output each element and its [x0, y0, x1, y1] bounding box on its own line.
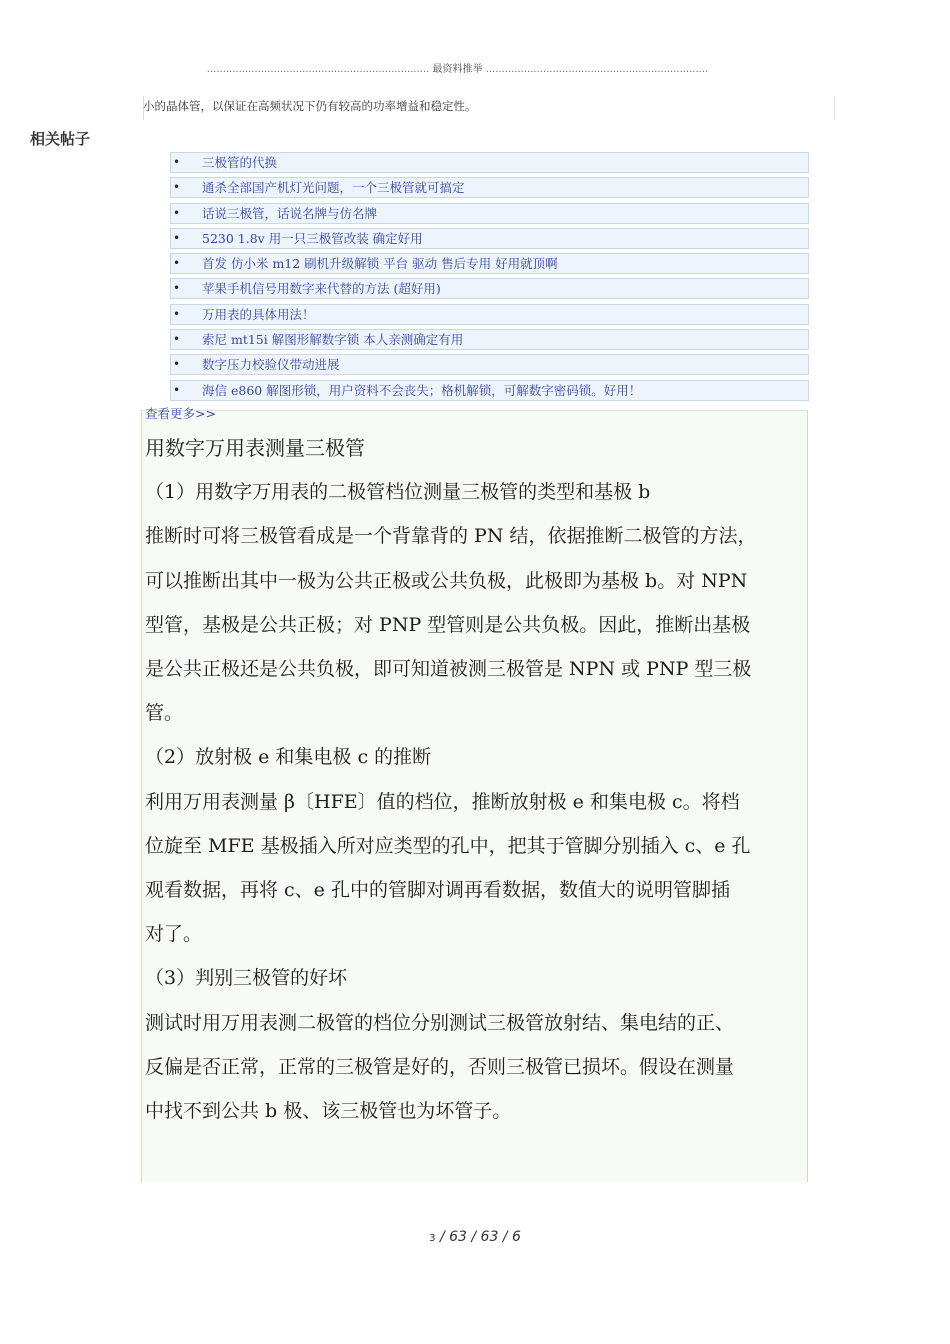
related-post-item[interactable]	[170, 152, 809, 173]
bullet-icon: •	[173, 382, 181, 397]
article-line: 是公共正极还是公共负极，即可知道被测三极管是 NPN 或 PNP 型三极	[145, 658, 752, 681]
article-line: （1）用数字万用表的二极管档位测量三极管的类型和基极 b	[145, 481, 651, 504]
related-posts-list	[170, 152, 809, 405]
related-post-link[interactable]: 三极管的代换	[202, 155, 278, 170]
article-line: 型管，基极是公共正极；对 PNP 型管则是公共负极。因此，推断出基极	[145, 613, 751, 636]
bullet-icon: •	[173, 180, 181, 195]
article-line: 推断时可将三极管看成是一个背靠背的 PN 结，依据推断二极管的方法，	[145, 525, 757, 548]
article-line: 利用万用表测量 β〔HFE〕值的档位，推断放射极 e 和集电极 c。将档	[145, 790, 740, 813]
article-body	[145, 426, 817, 1133]
article-line: 反偏是否正常，正常的三极管是好的，否则三极管已损坏。假设在测量	[145, 1055, 735, 1078]
related-post-link[interactable]: 通杀全部国产机灯光问题，一个三极管就可搞定	[202, 180, 465, 196]
article-line: 中找不到公共 b 极、该三极管也为坏管子。	[145, 1100, 512, 1123]
related-post-item[interactable]	[170, 177, 809, 198]
article-line: 管。	[145, 702, 184, 725]
view-more-link[interactable]: 查看更多>>	[145, 406, 216, 421]
related-post-item[interactable]	[170, 380, 809, 401]
bullet-icon: •	[173, 155, 181, 169]
related-post-link[interactable]: 苹果手机信号用数字来代替的方法 (超好用)	[202, 281, 441, 297]
related-post-link[interactable]: 万用表的具体用法！	[202, 306, 315, 322]
article-line: （2）放射极 e 和集电极 c 的推断	[145, 746, 432, 769]
header-dots-right: ......................................................................	[485, 64, 709, 75]
bullet-icon: •	[173, 205, 181, 220]
related-post-item[interactable]	[170, 228, 809, 249]
article-line: （3）判别三极管的好坏	[145, 967, 348, 990]
article-line: 对了。	[145, 923, 203, 946]
related-post-item[interactable]	[170, 304, 809, 325]
related-post-link[interactable]: 首发 仿小米 m12 刷机升级解锁 平台 驱动 售后专用 好用就顶啊	[202, 256, 558, 272]
bullet-icon: •	[173, 256, 181, 271]
page-header	[205, 60, 710, 75]
related-post-link[interactable]: 5230 1.8v 用一只三极管改装 确定好用	[202, 230, 423, 246]
related-post-link[interactable]: 索尼 mt15i 解图形解数字锁 本人亲测确定有用	[202, 332, 464, 348]
article-line: 测试时用万用表测二极管的档位分别测试三极管放射结、集电结的正、	[145, 1011, 735, 1034]
related-post-link[interactable]: 海信 e860 解图形锁，用户资料不会丧失；格机解锁，可解数字密码锁。好用！	[202, 382, 642, 398]
related-post-item[interactable]	[170, 253, 809, 274]
related-posts-title: 相关帖子	[30, 130, 91, 148]
bullet-icon: •	[173, 357, 181, 372]
intro-border-right	[834, 96, 835, 120]
related-post-item[interactable]	[170, 329, 809, 350]
page-number-text: / 63 / 63 / 6	[439, 1229, 521, 1245]
bullet-icon: •	[173, 230, 181, 245]
article-line: 观看数据，再将 c、e 孔中的管脚对调再看数据，数值大的说明管脚插	[145, 879, 730, 902]
article-line: 位旋至 MFE 基极插入所对应类型的孔中，把其于管脚分别插入 c、e 孔	[145, 834, 751, 857]
related-post-link[interactable]: 话说三极管，话说名牌与仿名牌	[202, 205, 378, 221]
page-footer	[0, 1229, 950, 1245]
bullet-icon: •	[173, 332, 181, 347]
related-post-item[interactable]	[170, 278, 809, 299]
bullet-icon: •	[173, 306, 181, 321]
header-label: 最资料推举	[432, 64, 483, 75]
related-post-link[interactable]: 数字压力校验仪带动进展	[202, 357, 340, 373]
related-post-item[interactable]	[170, 203, 809, 224]
page-number-small: 3	[429, 1233, 436, 1244]
header-dots-left: ......................................................................	[206, 64, 430, 75]
article-line: 可以推断出其中一极为公共正极或公共负极，此极即为基极 b。对 NPN	[145, 569, 748, 592]
related-post-item[interactable]	[170, 354, 809, 375]
bullet-icon: •	[173, 281, 181, 296]
article-title: 用数字万用表测量三极管	[145, 436, 365, 460]
intro-text: 小的晶体管，以保证在高频状况下仍有较高的功率增益和稳定性。	[143, 99, 477, 113]
